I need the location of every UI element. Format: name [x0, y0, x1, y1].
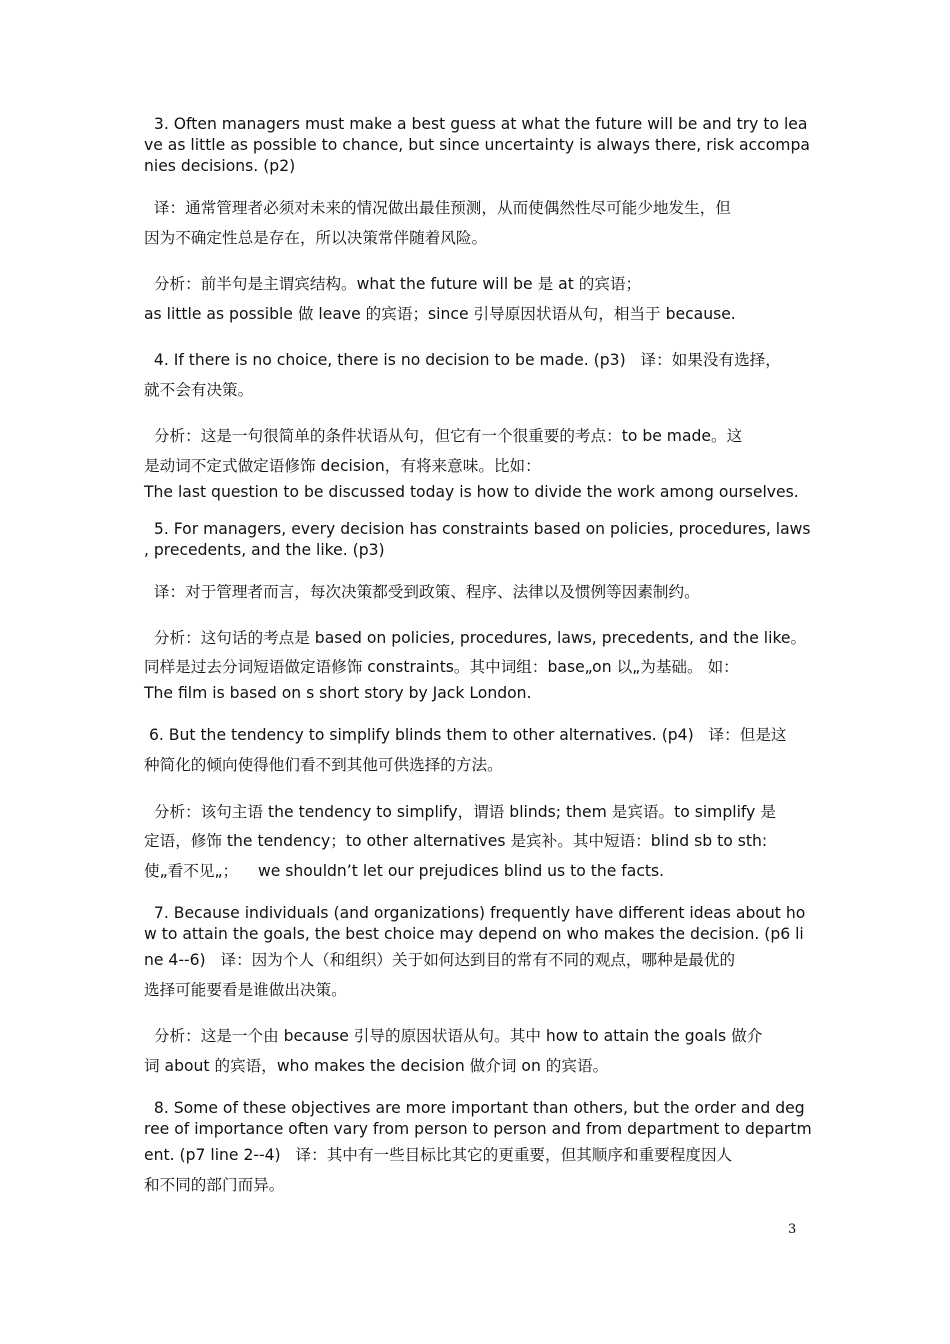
text-line: 同样是过去分词短语做定语修饰 constraints。其中词组：base„on 以„为基础。 如：: [144, 658, 739, 676]
page-number: 3: [788, 1222, 797, 1237]
text-line: 因为不确定性总是存在，所以决策常伴随着风险。: [144, 229, 488, 247]
text-line: 是动词不定式做定语修饰 decision，有将来意味。比如：: [144, 457, 541, 475]
text-line: 种简化的倾向使得他们看不到其他可供选择的方法。: [144, 756, 503, 774]
text-line: 分析：这是一句很简单的条件状语从句，但它有一个很重要的考点：to be made。这: [144, 427, 743, 445]
text-line: nies decisions. (p2): [144, 157, 296, 175]
text-line: 8. Some of these objectives are more important than others, but the order and deg: [144, 1099, 805, 1117]
text-line: 分析：这句话的考点是 based on policies, procedures, laws, precedents, and the like。: [144, 629, 807, 647]
text-line: ent. (p7 line 2--4) 译：其中有一些目标比其它的更重要，但其顺序和重要程度因人: [144, 1146, 733, 1164]
text-line: 6. But the tendency to simplify blinds them to other alternatives. (p4) 译：但是这: [144, 726, 787, 744]
text-line: 使„看不见„； we shouldn’t let our prejudices blind us to the facts.: [144, 862, 665, 880]
text-line: 分析：该句主语 the tendency to simplify，谓语 blinds; them 是宾语。to simplify 是: [144, 803, 776, 821]
text-line: , precedents, and the like. (p3): [144, 541, 385, 559]
text-line: 3. Often managers must make a best guess at what the future will be and try to lea: [144, 115, 808, 133]
text-line: 就不会有决策。: [144, 381, 254, 399]
text-line: 分析：这是一个由 because 引导的原因状语从句。其中 how to attain the goals 做介: [144, 1027, 763, 1045]
text-line: 分析：前半句是主谓宾结构。what the future will be 是 at 的宾语；: [144, 275, 642, 293]
text-line: 定语，修饰 the tendency；to other alternatives 是宾补。其中短语：blind sb to sth:: [144, 832, 768, 850]
text-line: The last question to be discussed today is how to divide the work among ourselves.: [144, 483, 799, 501]
text-line: as little as possible 做 leave 的宾语；since 引导原因状语从句，相当于 because.: [144, 305, 736, 323]
text-line: ne 4--6) 译：因为个人（和组织）关于如何达到目的常有不同的观点，哪种是最优的: [144, 951, 736, 969]
text-line: 选择可能要看是谁做出决策。: [144, 981, 347, 999]
text-line: ve as little as possible to chance, but since uncertainty is always there, risk accompa: [144, 136, 810, 154]
text-line: 译：对于管理者而言，每次决策都受到政策、程序、法律以及惯例等因素制约。: [144, 583, 700, 601]
text-line: 5. For managers, every decision has constraints based on policies, procedures, laws: [144, 520, 811, 538]
text-line: ree of importance often vary from person to person and from department to departm: [144, 1120, 812, 1138]
text-line: 4. If there is no choice, there is no decision to be made. (p3) 译：如果没有选择，: [144, 351, 781, 369]
text-line: 7. Because individuals (and organizations) frequently have different ideas about ho: [144, 904, 806, 922]
text-line: w to attain the goals, the best choice may depend on who makes the decision. (p6 li: [144, 925, 804, 943]
text-line: 译：通常管理者必须对未来的情况做出最佳预测，从而使偶然性尽可能少地发生，但: [144, 199, 731, 217]
text-line: The film is based on s short story by Jack London.: [144, 684, 532, 702]
text-line: 和不同的部门而异。: [144, 1176, 285, 1194]
text-line: 词 about 的宾语，who makes the decision 做介词 on 的宾语。: [144, 1057, 609, 1075]
